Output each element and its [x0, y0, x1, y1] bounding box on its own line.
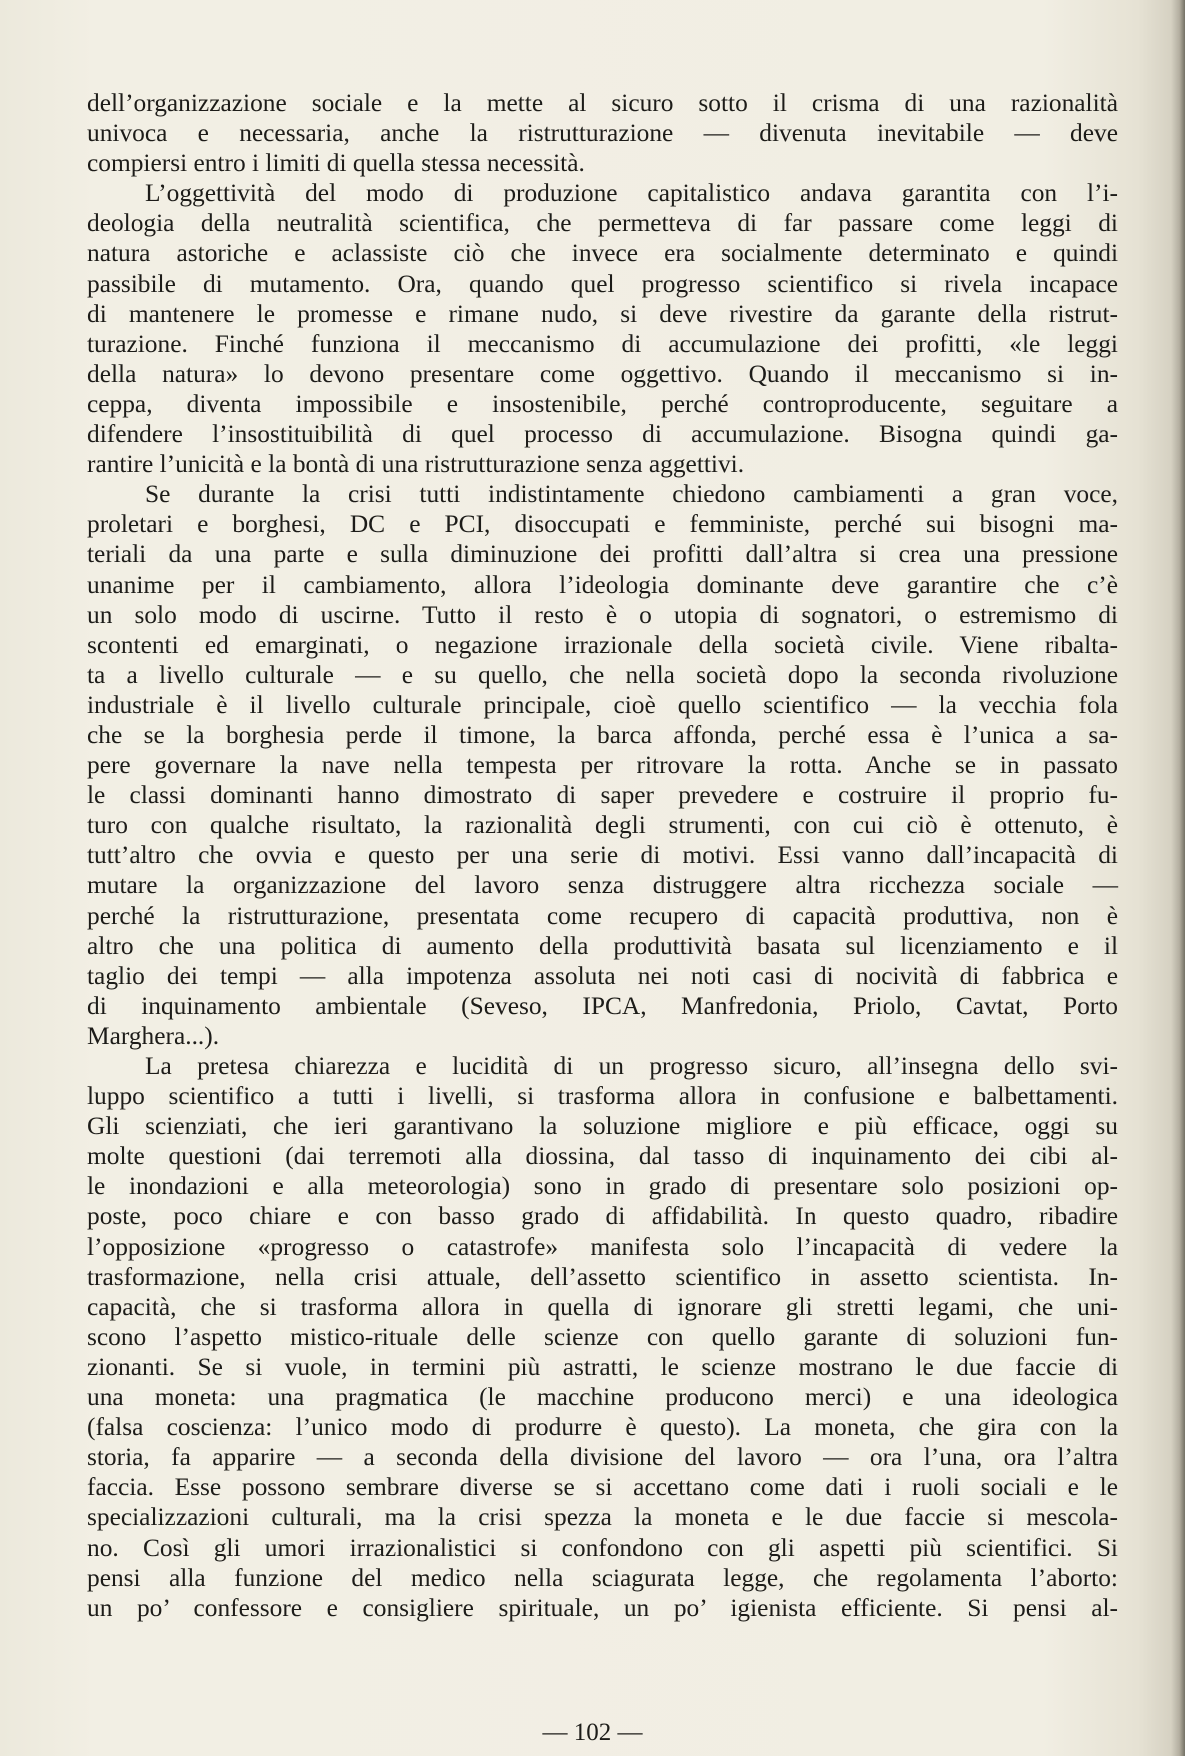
page-number: — 102 —: [542, 1719, 643, 1746]
text-line: capacità, che si trasforma allora in quella di ignorare gli stretti legami, che uni-: [87, 1292, 1118, 1321]
text-line: Gli scienziati, che ieri garantivano la soluzione migliore e più efficace, oggi su: [87, 1112, 1118, 1141]
text-line: natura astoriche e aclassiste ciò che invece era socialmente determinato e quindi: [87, 239, 1118, 268]
text-line: unanime per il cambiamento, allora l’ideologia dominante deve garantire che c’è: [87, 570, 1118, 599]
text-line: difendere l’insostituibilità di quel processo di accumulazione. Bisogna quindi ga-: [87, 420, 1118, 449]
text-line: taglio dei tempi — alla impotenza assoluta nei noti casi di nocività di fabbrica e: [87, 961, 1118, 990]
body-text: [87, 88, 1118, 1623]
text-line: le inondazioni e alla meteorologia) sono in grado di presentare solo posizioni op-: [87, 1172, 1118, 1201]
text-line: turo con qualche risultato, la razionalità degli strumenti, con cui ciò è ottenuto, è: [87, 811, 1118, 840]
paragraph-2: [87, 178, 1118, 479]
text-line: no. Così gli umori irrazionalistici si confondono con gli aspetti più scientifici. Si: [87, 1533, 1118, 1562]
text-line: (falsa coscienza: l’unico modo di produrre è questo). La moneta, che gira con la: [87, 1413, 1118, 1442]
text-line: tutt’altro che ovvia e questo per una serie di motivi. Essi vanno dall’incapacità di: [87, 841, 1118, 870]
text-line: La pretesa chiarezza e lucidità di un progresso sicuro, all’insegna dello svi-: [145, 1052, 1118, 1080]
text-line: univoca e necessaria, anche la ristrutturazione — divenuta inevitabile — deve: [87, 119, 1118, 148]
text-line: mutare la organizzazione del lavoro senza distruggere altra ricchezza sociale —: [87, 871, 1118, 900]
text-line: luppo scientifico a tutti i livelli, si trasforma allora in confusione e balbettamenti.: [87, 1082, 1118, 1111]
text-line: pere governare la nave nella tempesta per ritrovare la rotta. Anche se in passato: [87, 751, 1118, 780]
text-line: di inquinamento ambientale (Seveso, IPCA, Manfredonia, Priolo, Cavtat, Porto: [87, 991, 1118, 1020]
text-line: zionanti. Se si vuole, in termini più astratti, le scienze mostrano le due faccie di: [87, 1352, 1118, 1381]
text-line: una moneta: una pragmatica (le macchine producono merci) e una ideologica: [87, 1383, 1118, 1412]
text-line: rantire l’unicità e la bontà di una ristrutturazione senza aggettivi.: [87, 450, 745, 479]
text-line: poste, poco chiare e con basso grado di affidabilità. In questo quadro, ribadire: [87, 1202, 1118, 1231]
page-edge-shadow: [1171, 0, 1185, 1756]
paragraph-1: [87, 88, 1118, 178]
text-line: proletari e borghesi, DC e PCI, disoccupati e femministe, perché sui bisogni ma-: [87, 510, 1118, 539]
text-line: molte questioni (dai terremoti alla diossina, dal tasso di inquinamento dei cibi al-: [87, 1142, 1118, 1171]
text-line: ta a livello culturale — e su quello, che nella società dopo la seconda rivoluzione: [87, 660, 1118, 689]
text-line: storia, fa apparire — a seconda della divisione del lavoro — ora l’una, ora l’altra: [87, 1443, 1118, 1472]
text-line: dell’organizzazione sociale e la mette al sicuro sotto il crisma di una razionalità: [87, 89, 1118, 117]
text-line: scono l’aspetto mistico-rituale delle scienze con quello garante di soluzioni fun-: [87, 1322, 1118, 1351]
text-line: faccia. Esse possono sembrare diverse se si accettano come dati i ruoli sociali e le: [87, 1473, 1118, 1502]
text-line: perché la ristrutturazione, presentata come recupero di capacità produttiva, non è: [87, 901, 1118, 930]
text-line: trasformazione, nella crisi attuale, dell’assetto scientifico in assetto scientista. In-: [87, 1262, 1118, 1291]
text-line: della natura» lo devono presentare come oggettivo. Quando il meccanismo si in-: [87, 359, 1118, 388]
text-line: compiersi entro i limiti di quella stessa necessità.: [87, 149, 585, 178]
text-line: pensi alla funzione del medico nella sciagurata legge, che regolamenta l’aborto:: [87, 1563, 1118, 1592]
text-line: L’oggettività del modo di produzione capitalistico andava garantita con l’i-: [145, 179, 1118, 208]
text-line: un solo modo di uscirne. Tutto il resto è o utopia di sognatori, o estremismo di: [87, 600, 1118, 629]
text-line: l’opposizione «progresso o catastrofe» manifesta solo l’incapacità di vedere la: [87, 1232, 1118, 1261]
text-line: teriali da una parte e sulla diminuzione dei profitti dall’altra si crea una pressione: [87, 540, 1118, 569]
text-line: che se la borghesia perde il timone, la barca affonda, perché essa è l’unica a sa-: [87, 720, 1118, 749]
text-line: scontenti ed emarginati, o negazione irrazionale della società civile. Viene ribalta-: [87, 630, 1118, 659]
text-line: turazione. Finché funziona il meccanismo di accumulazione dei profitti, «le leggi: [87, 329, 1118, 358]
text-line: ceppa, diventa impossibile e insostenibile, perché controproducente, seguitare a: [87, 389, 1118, 418]
paragraph-4: [87, 1051, 1118, 1623]
text-line: specializzazioni culturali, ma la crisi spezza la moneta e le due faccie si mescola-: [87, 1503, 1118, 1532]
text-line: un po’ confessore e consigliere spirituale, un po’ igienista efficiente. Si pensi al-: [87, 1593, 1118, 1622]
text-line: passibile di mutamento. Ora, quando quel progresso scientifico si rivela incapace: [87, 269, 1118, 298]
text-line: le classi dominanti hanno dimostrato di saper prevedere e costruire il proprio fu-: [87, 781, 1118, 810]
text-line: Marghera...).: [87, 1021, 220, 1050]
text-line: altro che una politica di aumento della produttività basata sul licenziamento e il: [87, 931, 1118, 960]
text-line: deologia della neutralità scientifica, che permetteva di far passare come leggi di: [87, 209, 1118, 238]
text-line: industriale è il livello culturale principale, cioè quello scientifico — la vecchia fola: [87, 690, 1118, 719]
text-line: di mantenere le promesse e rimane nudo, si deve rivestire da garante della ristrut-: [87, 299, 1118, 328]
text-line: Se durante la crisi tutti indistintamente chiedono cambiamenti a gran voce,: [145, 480, 1118, 509]
paragraph-3: [87, 479, 1118, 1051]
